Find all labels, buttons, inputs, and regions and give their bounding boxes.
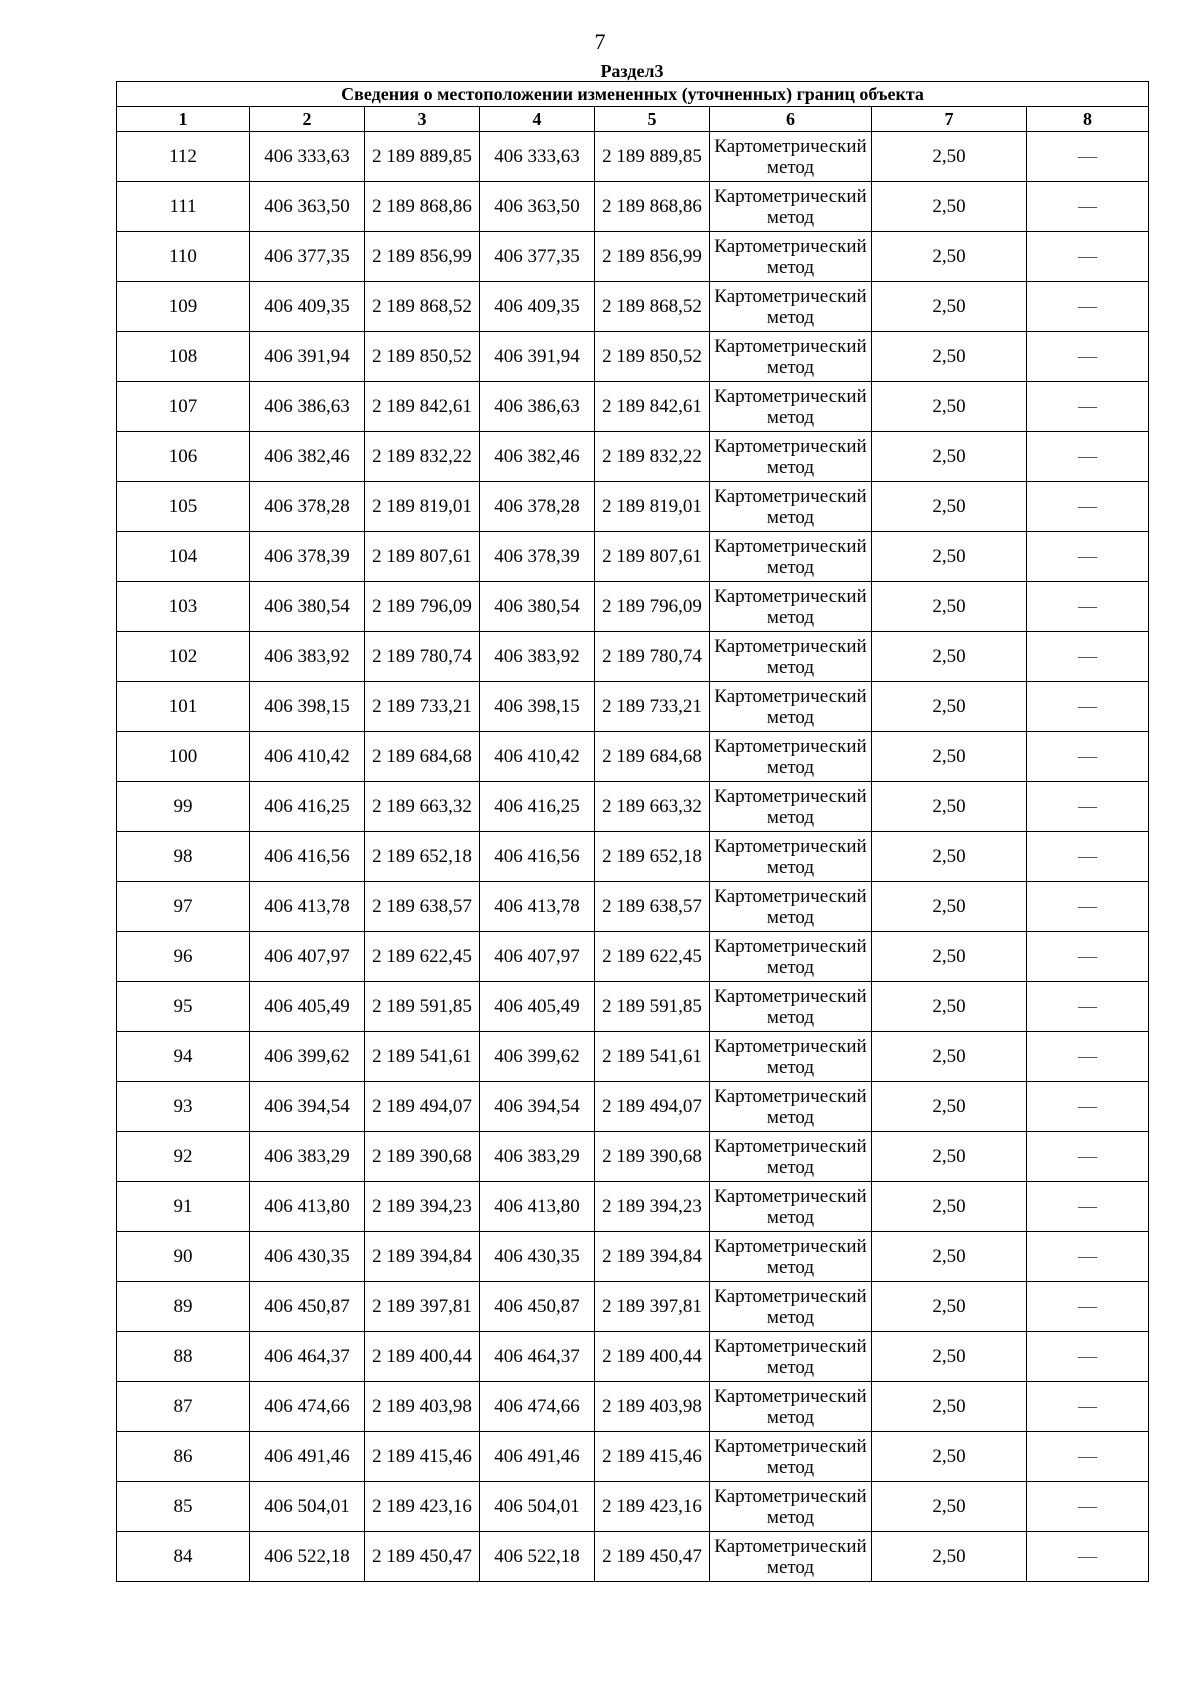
note-cell: — [1027,982,1149,1032]
determination-method-cell: Картометрический метод [710,1182,872,1232]
table-title: Сведения о местоположении измененных (уточненных) границ объекта [117,82,1149,107]
y-new-cell: 2 189 415,46 [595,1432,710,1482]
note-cell: — [1027,1132,1149,1182]
x-new-cell: 406 383,29 [480,1132,595,1182]
y-existing-cell: 2 189 638,57 [365,882,480,932]
table-title-row [117,82,1149,107]
point-number-cell: 95 [117,982,250,1032]
accuracy-cell: 2,50 [872,1382,1027,1432]
y-new-cell: 2 189 807,61 [595,532,710,582]
x-new-cell: 406 416,25 [480,782,595,832]
y-existing-cell: 2 189 663,32 [365,782,480,832]
x-existing-cell: 406 450,87 [250,1282,365,1332]
note-cell: — [1027,1482,1149,1532]
y-existing-cell: 2 189 394,23 [365,1182,480,1232]
y-existing-cell: 2 189 415,46 [365,1432,480,1482]
determination-method-cell: Картометрический метод [710,1082,872,1132]
x-existing-cell: 406 399,62 [250,1032,365,1082]
x-existing-cell: 406 430,35 [250,1232,365,1282]
determination-method-cell: Картометрический метод [710,932,872,982]
y-new-cell: 2 189 850,52 [595,332,710,382]
y-existing-cell: 2 189 780,74 [365,632,480,682]
note-cell: — [1027,182,1149,232]
note-cell: — [1027,1032,1149,1082]
accuracy-cell: 2,50 [872,732,1027,782]
table-row [117,382,1149,432]
table-row [117,1432,1149,1482]
point-number-cell: 101 [117,682,250,732]
x-existing-cell: 406 409,35 [250,282,365,332]
note-cell: — [1027,532,1149,582]
x-new-cell: 406 386,63 [480,382,595,432]
accuracy-cell: 2,50 [872,232,1027,282]
determination-method-cell: Картометрический метод [710,1482,872,1532]
determination-method-cell: Картометрический метод [710,482,872,532]
y-existing-cell: 2 189 403,98 [365,1382,480,1432]
x-new-cell: 406 363,50 [480,182,595,232]
y-existing-cell: 2 189 856,99 [365,232,480,282]
table-row [117,1332,1149,1382]
x-existing-cell: 406 416,25 [250,782,365,832]
accuracy-cell: 2,50 [872,1032,1027,1082]
x-existing-cell: 406 410,42 [250,732,365,782]
accuracy-cell: 2,50 [872,432,1027,482]
note-cell: — [1027,882,1149,932]
note-cell: — [1027,132,1149,182]
x-new-cell: 406 491,46 [480,1432,595,1482]
x-new-cell: 406 450,87 [480,1282,595,1332]
accuracy-cell: 2,50 [872,382,1027,432]
x-existing-cell: 406 394,54 [250,1082,365,1132]
note-cell: — [1027,282,1149,332]
table-body [117,82,1149,1582]
x-new-cell: 406 522,18 [480,1532,595,1582]
y-existing-cell: 2 189 622,45 [365,932,480,982]
determination-method-cell: Картометрический метод [710,982,872,1032]
point-number-cell: 99 [117,782,250,832]
point-number-cell: 107 [117,382,250,432]
point-number-cell: 90 [117,1232,250,1282]
x-existing-cell: 406 380,54 [250,582,365,632]
y-existing-cell: 2 189 807,61 [365,532,480,582]
table-row [117,1532,1149,1582]
table-row [117,482,1149,532]
x-new-cell: 406 409,35 [480,282,595,332]
table-row [117,582,1149,632]
x-existing-cell: 406 405,49 [250,982,365,1032]
x-existing-cell: 406 398,15 [250,682,365,732]
accuracy-cell: 2,50 [872,1232,1027,1282]
point-number-cell: 112 [117,132,250,182]
column-number-3: 3 [365,107,480,132]
table-row [117,632,1149,682]
point-number-cell: 89 [117,1282,250,1332]
y-existing-cell: 2 189 733,21 [365,682,480,732]
table-row [117,882,1149,932]
point-number-cell: 87 [117,1382,250,1432]
x-new-cell: 406 377,35 [480,232,595,282]
x-existing-cell: 406 464,37 [250,1332,365,1382]
x-new-cell: 406 430,35 [480,1232,595,1282]
point-number-cell: 93 [117,1082,250,1132]
determination-method-cell: Картометрический метод [710,1432,872,1482]
x-existing-cell: 406 378,28 [250,482,365,532]
x-existing-cell: 406 378,39 [250,532,365,582]
column-number-row [117,107,1149,132]
y-existing-cell: 2 189 494,07 [365,1082,480,1132]
section-label: Раздел3 [600,61,664,81]
note-cell: — [1027,1382,1149,1432]
y-new-cell: 2 189 868,52 [595,282,710,332]
x-existing-cell: 406 363,50 [250,182,365,232]
accuracy-cell: 2,50 [872,1432,1027,1482]
determination-method-cell: Картометрический метод [710,832,872,882]
accuracy-cell: 2,50 [872,832,1027,882]
table-row [117,1082,1149,1132]
y-new-cell: 2 189 780,74 [595,632,710,682]
note-cell: — [1027,1432,1149,1482]
y-existing-cell: 2 189 390,68 [365,1132,480,1182]
note-cell: — [1027,382,1149,432]
y-new-cell: 2 189 423,16 [595,1482,710,1532]
y-existing-cell: 2 189 397,81 [365,1282,480,1332]
y-existing-cell: 2 189 842,61 [365,382,480,432]
column-number-4: 4 [480,107,595,132]
page-number: 7 [594,29,606,54]
x-new-cell: 406 398,15 [480,682,595,732]
point-number-cell: 102 [117,632,250,682]
point-number-cell: 86 [117,1432,250,1482]
accuracy-cell: 2,50 [872,482,1027,532]
x-new-cell: 406 391,94 [480,332,595,382]
note-cell: — [1027,482,1149,532]
point-number-cell: 96 [117,932,250,982]
determination-method-cell: Картометрический метод [710,1332,872,1382]
y-new-cell: 2 189 796,09 [595,582,710,632]
y-new-cell: 2 189 842,61 [595,382,710,432]
x-existing-cell: 406 474,66 [250,1382,365,1432]
accuracy-cell: 2,50 [872,1132,1027,1182]
x-new-cell: 406 399,62 [480,1032,595,1082]
determination-method-cell: Картометрический метод [710,282,872,332]
table-row [117,1382,1149,1432]
determination-method-cell: Картометрический метод [710,682,872,732]
y-new-cell: 2 189 856,99 [595,232,710,282]
y-new-cell: 2 189 494,07 [595,1082,710,1132]
note-cell: — [1027,582,1149,632]
x-new-cell: 406 405,49 [480,982,595,1032]
x-new-cell: 406 407,97 [480,932,595,982]
determination-method-cell: Картометрический метод [710,1282,872,1332]
note-cell: — [1027,1182,1149,1232]
determination-method-cell: Картометрический метод [710,332,872,382]
x-new-cell: 406 378,28 [480,482,595,532]
y-new-cell: 2 189 591,85 [595,982,710,1032]
x-new-cell: 406 474,66 [480,1382,595,1432]
y-existing-cell: 2 189 652,18 [365,832,480,882]
y-new-cell: 2 189 394,84 [595,1232,710,1282]
point-number-cell: 94 [117,1032,250,1082]
table-row [117,932,1149,982]
accuracy-cell: 2,50 [872,1332,1027,1382]
x-existing-cell: 406 407,97 [250,932,365,982]
x-new-cell: 406 333,63 [480,132,595,182]
y-existing-cell: 2 189 423,16 [365,1482,480,1532]
determination-method-cell: Картометрический метод [710,132,872,182]
determination-method-cell: Картометрический метод [710,582,872,632]
x-new-cell: 406 378,39 [480,532,595,582]
accuracy-cell: 2,50 [872,1482,1027,1532]
x-new-cell: 406 394,54 [480,1082,595,1132]
x-new-cell: 406 464,37 [480,1332,595,1382]
accuracy-cell: 2,50 [872,282,1027,332]
boundary-coordinates-table [116,81,1149,1582]
x-new-cell: 406 416,56 [480,832,595,882]
y-new-cell: 2 189 733,21 [595,682,710,732]
accuracy-cell: 2,50 [872,532,1027,582]
point-number-cell: 105 [117,482,250,532]
point-number-cell: 100 [117,732,250,782]
accuracy-cell: 2,50 [872,882,1027,932]
accuracy-cell: 2,50 [872,182,1027,232]
note-cell: — [1027,632,1149,682]
accuracy-cell: 2,50 [872,1182,1027,1232]
table-row [117,232,1149,282]
accuracy-cell: 2,50 [872,982,1027,1032]
table-row [117,1132,1149,1182]
column-number-5: 5 [595,107,710,132]
x-existing-cell: 406 491,46 [250,1432,365,1482]
note-cell: — [1027,1082,1149,1132]
table-row [117,332,1149,382]
y-new-cell: 2 189 832,22 [595,432,710,482]
x-new-cell: 406 410,42 [480,732,595,782]
point-number-cell: 84 [117,1532,250,1582]
accuracy-cell: 2,50 [872,1532,1027,1582]
x-existing-cell: 406 522,18 [250,1532,365,1582]
table-row [117,1482,1149,1532]
point-number-cell: 111 [117,182,250,232]
table-row [117,282,1149,332]
table-row [117,1032,1149,1082]
table-row [117,782,1149,832]
table-row [117,832,1149,882]
x-existing-cell: 406 413,80 [250,1182,365,1232]
table-row [117,132,1149,182]
point-number-cell: 106 [117,432,250,482]
accuracy-cell: 2,50 [872,1282,1027,1332]
y-new-cell: 2 189 622,45 [595,932,710,982]
x-existing-cell: 406 413,78 [250,882,365,932]
point-number-cell: 104 [117,532,250,582]
determination-method-cell: Картометрический метод [710,232,872,282]
column-number-1: 1 [117,107,250,132]
x-existing-cell: 406 386,63 [250,382,365,432]
y-new-cell: 2 189 638,57 [595,882,710,932]
determination-method-cell: Картометрический метод [710,532,872,582]
y-new-cell: 2 189 394,23 [595,1182,710,1232]
x-new-cell: 406 413,80 [480,1182,595,1232]
table-row [117,1232,1149,1282]
note-cell: — [1027,1282,1149,1332]
point-number-cell: 88 [117,1332,250,1382]
note-cell: — [1027,332,1149,382]
y-new-cell: 2 189 889,85 [595,132,710,182]
table-row [117,1282,1149,1332]
determination-method-cell: Картометрический метод [710,182,872,232]
y-existing-cell: 2 189 819,01 [365,482,480,532]
y-new-cell: 2 189 403,98 [595,1382,710,1432]
y-existing-cell: 2 189 850,52 [365,332,480,382]
accuracy-cell: 2,50 [872,332,1027,382]
determination-method-cell: Картометрический метод [710,432,872,482]
y-existing-cell: 2 189 541,61 [365,1032,480,1082]
y-new-cell: 2 189 684,68 [595,732,710,782]
x-new-cell: 406 383,92 [480,632,595,682]
x-new-cell: 406 413,78 [480,882,595,932]
x-new-cell: 406 504,01 [480,1482,595,1532]
y-existing-cell: 2 189 400,44 [365,1332,480,1382]
y-new-cell: 2 189 390,68 [595,1132,710,1182]
accuracy-cell: 2,50 [872,932,1027,982]
accuracy-cell: 2,50 [872,1082,1027,1132]
x-existing-cell: 406 333,63 [250,132,365,182]
note-cell: — [1027,1532,1149,1582]
point-number-cell: 110 [117,232,250,282]
point-number-cell: 109 [117,282,250,332]
table-row [117,682,1149,732]
y-existing-cell: 2 189 832,22 [365,432,480,482]
y-existing-cell: 2 189 796,09 [365,582,480,632]
determination-method-cell: Картометрический метод [710,1382,872,1432]
y-existing-cell: 2 189 591,85 [365,982,480,1032]
y-new-cell: 2 189 652,18 [595,832,710,882]
accuracy-cell: 2,50 [872,582,1027,632]
y-existing-cell: 2 189 868,52 [365,282,480,332]
x-existing-cell: 406 382,46 [250,432,365,482]
determination-method-cell: Картометрический метод [710,1532,872,1582]
determination-method-cell: Картометрический метод [710,1032,872,1082]
table-row [117,432,1149,482]
note-cell: — [1027,732,1149,782]
x-existing-cell: 406 377,35 [250,232,365,282]
y-existing-cell: 2 189 450,47 [365,1532,480,1582]
table-row [117,982,1149,1032]
column-number-8: 8 [1027,107,1149,132]
accuracy-cell: 2,50 [872,632,1027,682]
accuracy-cell: 2,50 [872,682,1027,732]
determination-method-cell: Картометрический метод [710,1232,872,1282]
x-existing-cell: 406 504,01 [250,1482,365,1532]
table-row [117,732,1149,782]
determination-method-cell: Картометрический метод [710,1132,872,1182]
x-existing-cell: 406 416,56 [250,832,365,882]
x-existing-cell: 406 391,94 [250,332,365,382]
y-new-cell: 2 189 541,61 [595,1032,710,1082]
point-number-cell: 103 [117,582,250,632]
note-cell: — [1027,782,1149,832]
point-number-cell: 85 [117,1482,250,1532]
table-row [117,1182,1149,1232]
y-new-cell: 2 189 663,32 [595,782,710,832]
determination-method-cell: Картометрический метод [710,632,872,682]
column-number-2: 2 [250,107,365,132]
point-number-cell: 97 [117,882,250,932]
y-new-cell: 2 189 450,47 [595,1532,710,1582]
column-number-6: 6 [710,107,872,132]
note-cell: — [1027,1232,1149,1282]
point-number-cell: 92 [117,1132,250,1182]
x-new-cell: 406 382,46 [480,432,595,482]
note-cell: — [1027,932,1149,982]
note-cell: — [1027,832,1149,882]
note-cell: — [1027,432,1149,482]
y-existing-cell: 2 189 868,86 [365,182,480,232]
determination-method-cell: Картометрический метод [710,882,872,932]
column-number-7: 7 [872,107,1027,132]
determination-method-cell: Картометрический метод [710,782,872,832]
note-cell: — [1027,1332,1149,1382]
x-new-cell: 406 380,54 [480,582,595,632]
y-new-cell: 2 189 819,01 [595,482,710,532]
y-existing-cell: 2 189 684,68 [365,732,480,782]
note-cell: — [1027,682,1149,732]
y-new-cell: 2 189 868,86 [595,182,710,232]
determination-method-cell: Картометрический метод [710,732,872,782]
table-row [117,532,1149,582]
x-existing-cell: 406 383,29 [250,1132,365,1182]
y-existing-cell: 2 189 889,85 [365,132,480,182]
point-number-cell: 98 [117,832,250,882]
point-number-cell: 91 [117,1182,250,1232]
x-existing-cell: 406 383,92 [250,632,365,682]
point-number-cell: 108 [117,332,250,382]
accuracy-cell: 2,50 [872,782,1027,832]
note-cell: — [1027,232,1149,282]
y-new-cell: 2 189 397,81 [595,1282,710,1332]
y-new-cell: 2 189 400,44 [595,1332,710,1382]
accuracy-cell: 2,50 [872,132,1027,182]
y-existing-cell: 2 189 394,84 [365,1232,480,1282]
determination-method-cell: Картометрический метод [710,382,872,432]
table-row [117,182,1149,232]
